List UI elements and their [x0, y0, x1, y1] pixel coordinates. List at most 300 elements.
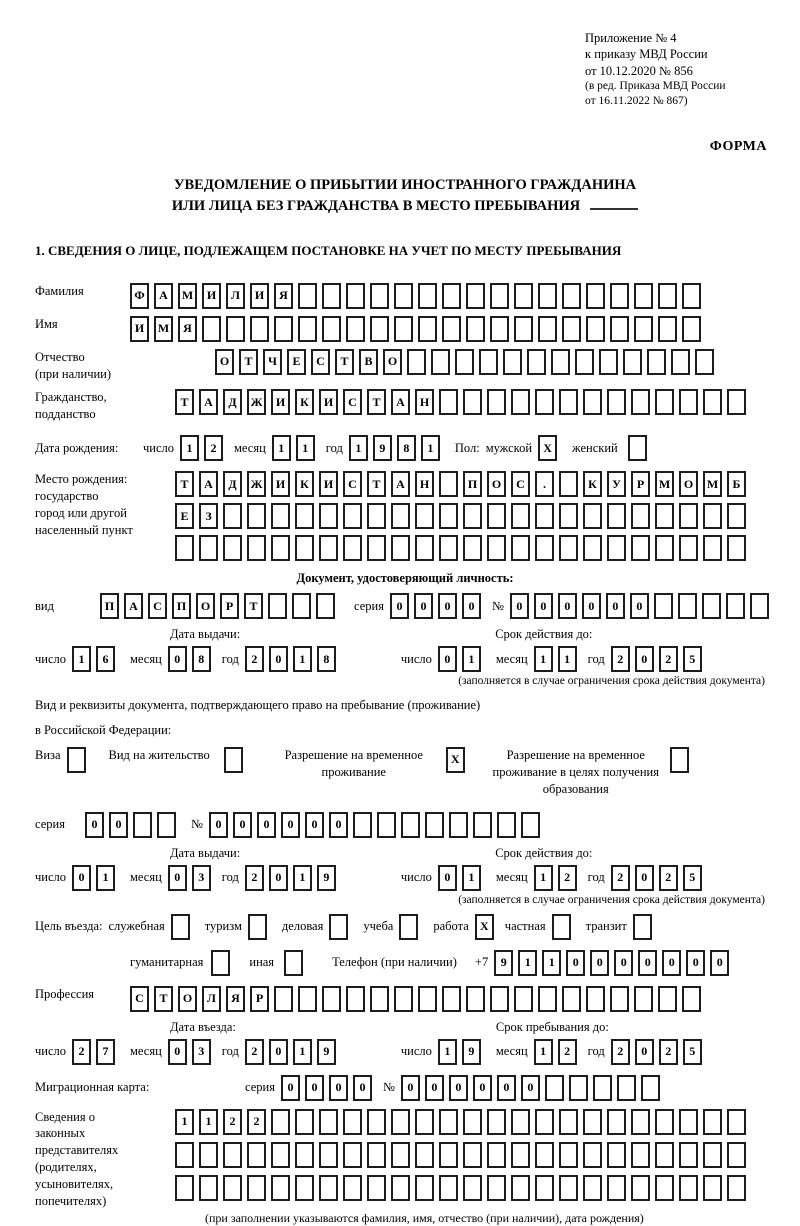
char-cell[interactable]: .: [535, 471, 554, 497]
char-cell[interactable]: [353, 812, 372, 838]
char-cell[interactable]: И: [130, 316, 149, 342]
char-cell[interactable]: М: [655, 471, 674, 497]
char-cell[interactable]: [463, 1109, 482, 1135]
char-cell[interactable]: [511, 389, 530, 415]
char-cell[interactable]: И: [271, 389, 290, 415]
char-cell[interactable]: [439, 535, 458, 561]
char-cell[interactable]: С: [130, 986, 149, 1012]
char-cell[interactable]: [607, 535, 626, 561]
char-cell[interactable]: [268, 593, 287, 619]
char-cell[interactable]: 0: [390, 593, 409, 619]
char-cell[interactable]: [367, 535, 386, 561]
char-cell[interactable]: 0: [168, 646, 187, 672]
char-cell[interactable]: [343, 1175, 362, 1201]
char-cell[interactable]: [511, 1142, 530, 1168]
char-cell[interactable]: [322, 283, 341, 309]
char-cell[interactable]: Т: [367, 389, 386, 415]
char-cell[interactable]: [552, 914, 571, 940]
char-cell[interactable]: [274, 986, 293, 1012]
char-cell[interactable]: 0: [449, 1075, 468, 1101]
char-cell[interactable]: [655, 535, 674, 561]
char-cell[interactable]: [538, 986, 557, 1012]
char-cell[interactable]: [247, 535, 266, 561]
char-cell[interactable]: [442, 986, 461, 1012]
char-cell[interactable]: [319, 1175, 338, 1201]
char-cell[interactable]: [346, 316, 365, 342]
char-cell[interactable]: [223, 503, 242, 529]
char-cell[interactable]: 2: [72, 1039, 91, 1065]
char-cell[interactable]: [634, 986, 653, 1012]
char-cell[interactable]: [271, 535, 290, 561]
char-cell[interactable]: [250, 316, 269, 342]
char-cell[interactable]: [391, 1142, 410, 1168]
char-cell[interactable]: [295, 1175, 314, 1201]
char-cell[interactable]: 0: [438, 593, 457, 619]
char-cell[interactable]: П: [463, 471, 482, 497]
char-cell[interactable]: [538, 283, 557, 309]
char-cell[interactable]: [394, 986, 413, 1012]
char-cell[interactable]: 0: [257, 812, 276, 838]
char-cell[interactable]: 0: [85, 812, 104, 838]
char-cell[interactable]: [559, 535, 578, 561]
char-cell[interactable]: [514, 283, 533, 309]
char-cell[interactable]: [559, 389, 578, 415]
char-cell[interactable]: [394, 316, 413, 342]
char-cell[interactable]: А: [391, 471, 410, 497]
char-cell[interactable]: Д: [223, 389, 242, 415]
char-cell[interactable]: [634, 283, 653, 309]
char-cell[interactable]: [295, 535, 314, 561]
char-cell[interactable]: В: [359, 349, 378, 375]
char-cell[interactable]: [679, 1109, 698, 1135]
char-cell[interactable]: 1: [534, 865, 553, 891]
char-cell[interactable]: И: [202, 283, 221, 309]
char-cell[interactable]: [175, 1175, 194, 1201]
char-cell[interactable]: И: [271, 471, 290, 497]
char-cell[interactable]: О: [679, 471, 698, 497]
char-cell[interactable]: [487, 1142, 506, 1168]
char-cell[interactable]: Д: [223, 471, 242, 497]
char-cell[interactable]: [407, 349, 426, 375]
char-cell[interactable]: 1: [462, 646, 481, 672]
char-cell[interactable]: Ж: [247, 471, 266, 497]
char-cell[interactable]: С: [343, 389, 362, 415]
char-cell[interactable]: Н: [415, 471, 434, 497]
char-cell[interactable]: [583, 389, 602, 415]
char-cell[interactable]: 9: [373, 435, 392, 461]
char-cell[interactable]: 0: [606, 593, 625, 619]
char-cell[interactable]: [497, 812, 516, 838]
char-cell[interactable]: [439, 389, 458, 415]
char-cell[interactable]: 0: [566, 950, 585, 976]
char-cell[interactable]: 0: [209, 812, 228, 838]
char-cell[interactable]: П: [100, 593, 119, 619]
char-cell[interactable]: X: [538, 435, 557, 461]
char-cell[interactable]: 0: [462, 593, 481, 619]
char-cell[interactable]: 1: [272, 435, 291, 461]
char-cell[interactable]: 0: [329, 812, 348, 838]
char-cell[interactable]: [521, 812, 540, 838]
char-cell[interactable]: [654, 593, 673, 619]
char-cell[interactable]: [634, 316, 653, 342]
char-cell[interactable]: [623, 349, 642, 375]
char-cell[interactable]: Т: [175, 471, 194, 497]
char-cell[interactable]: [202, 316, 221, 342]
char-cell[interactable]: О: [383, 349, 402, 375]
char-cell[interactable]: 0: [614, 950, 633, 976]
char-cell[interactable]: [199, 1142, 218, 1168]
char-cell[interactable]: [559, 1175, 578, 1201]
char-cell[interactable]: [583, 1109, 602, 1135]
char-cell[interactable]: О: [487, 471, 506, 497]
char-cell[interactable]: [211, 950, 230, 976]
char-cell[interactable]: [418, 283, 437, 309]
char-cell[interactable]: [367, 1109, 386, 1135]
char-cell[interactable]: [702, 593, 721, 619]
char-cell[interactable]: 0: [305, 1075, 324, 1101]
char-cell[interactable]: Ж: [247, 389, 266, 415]
char-cell[interactable]: [329, 914, 348, 940]
char-cell[interactable]: [431, 349, 450, 375]
char-cell[interactable]: 0: [635, 865, 654, 891]
char-cell[interactable]: [607, 503, 626, 529]
char-cell[interactable]: [487, 535, 506, 561]
char-cell[interactable]: [133, 812, 152, 838]
char-cell[interactable]: [415, 535, 434, 561]
char-cell[interactable]: [322, 986, 341, 1012]
char-cell[interactable]: [607, 389, 626, 415]
char-cell[interactable]: [319, 503, 338, 529]
char-cell[interactable]: [298, 283, 317, 309]
char-cell[interactable]: 1: [175, 1109, 194, 1135]
char-cell[interactable]: 0: [534, 593, 553, 619]
char-cell[interactable]: [726, 593, 745, 619]
char-cell[interactable]: Я: [178, 316, 197, 342]
char-cell[interactable]: 0: [630, 593, 649, 619]
char-cell[interactable]: 2: [659, 1039, 678, 1065]
char-cell[interactable]: [514, 986, 533, 1012]
char-cell[interactable]: [316, 593, 335, 619]
char-cell[interactable]: [631, 1175, 650, 1201]
char-cell[interactable]: [586, 283, 605, 309]
char-cell[interactable]: 0: [710, 950, 729, 976]
char-cell[interactable]: 9: [317, 1039, 336, 1065]
char-cell[interactable]: [610, 986, 629, 1012]
char-cell[interactable]: [514, 316, 533, 342]
char-cell[interactable]: [631, 503, 650, 529]
char-cell[interactable]: [455, 349, 474, 375]
char-cell[interactable]: 1: [293, 865, 312, 891]
char-cell[interactable]: [175, 535, 194, 561]
char-cell[interactable]: 0: [438, 865, 457, 891]
char-cell[interactable]: [319, 1109, 338, 1135]
char-cell[interactable]: Я: [226, 986, 245, 1012]
char-cell[interactable]: [569, 1075, 588, 1101]
char-cell[interactable]: [703, 1142, 722, 1168]
char-cell[interactable]: [439, 1142, 458, 1168]
char-cell[interactable]: [401, 812, 420, 838]
char-cell[interactable]: 0: [414, 593, 433, 619]
char-cell[interactable]: [655, 1109, 674, 1135]
char-cell[interactable]: [295, 503, 314, 529]
char-cell[interactable]: 1: [542, 950, 561, 976]
char-cell[interactable]: [631, 1142, 650, 1168]
char-cell[interactable]: [466, 283, 485, 309]
char-cell[interactable]: [682, 316, 701, 342]
char-cell[interactable]: [223, 1142, 242, 1168]
char-cell[interactable]: 0: [281, 1075, 300, 1101]
char-cell[interactable]: [586, 316, 605, 342]
char-cell[interactable]: 3: [192, 1039, 211, 1065]
char-cell[interactable]: [727, 535, 746, 561]
char-cell[interactable]: 0: [425, 1075, 444, 1101]
char-cell[interactable]: [157, 812, 176, 838]
char-cell[interactable]: 5: [683, 865, 702, 891]
char-cell[interactable]: [671, 349, 690, 375]
char-cell[interactable]: 0: [329, 1075, 348, 1101]
char-cell[interactable]: [682, 986, 701, 1012]
char-cell[interactable]: [298, 986, 317, 1012]
char-cell[interactable]: К: [295, 471, 314, 497]
char-cell[interactable]: [466, 986, 485, 1012]
char-cell[interactable]: 1: [534, 646, 553, 672]
char-cell[interactable]: 0: [662, 950, 681, 976]
char-cell[interactable]: 2: [245, 646, 264, 672]
char-cell[interactable]: [727, 1109, 746, 1135]
char-cell[interactable]: [343, 1109, 362, 1135]
char-cell[interactable]: 8: [192, 646, 211, 672]
char-cell[interactable]: 0: [168, 1039, 187, 1065]
char-cell[interactable]: 0: [438, 646, 457, 672]
char-cell[interactable]: 2: [204, 435, 223, 461]
char-cell[interactable]: [583, 1142, 602, 1168]
char-cell[interactable]: С: [311, 349, 330, 375]
char-cell[interactable]: [415, 1175, 434, 1201]
char-cell[interactable]: 0: [269, 646, 288, 672]
char-cell[interactable]: [223, 1175, 242, 1201]
char-cell[interactable]: [67, 747, 86, 773]
char-cell[interactable]: Р: [631, 471, 650, 497]
char-cell[interactable]: И: [319, 471, 338, 497]
char-cell[interactable]: [679, 1142, 698, 1168]
char-cell[interactable]: [224, 747, 243, 773]
char-cell[interactable]: [391, 503, 410, 529]
char-cell[interactable]: [511, 535, 530, 561]
char-cell[interactable]: 1: [534, 1039, 553, 1065]
char-cell[interactable]: [607, 1142, 626, 1168]
char-cell[interactable]: [535, 1175, 554, 1201]
char-cell[interactable]: 2: [223, 1109, 242, 1135]
char-cell[interactable]: [535, 389, 554, 415]
char-cell[interactable]: [695, 349, 714, 375]
char-cell[interactable]: 0: [510, 593, 529, 619]
char-cell[interactable]: [727, 389, 746, 415]
char-cell[interactable]: О: [178, 986, 197, 1012]
char-cell[interactable]: О: [196, 593, 215, 619]
char-cell[interactable]: [703, 503, 722, 529]
char-cell[interactable]: [487, 1175, 506, 1201]
char-cell[interactable]: [473, 812, 492, 838]
char-cell[interactable]: [490, 986, 509, 1012]
char-cell[interactable]: [617, 1075, 636, 1101]
char-cell[interactable]: 0: [473, 1075, 492, 1101]
char-cell[interactable]: 1: [421, 435, 440, 461]
char-cell[interactable]: О: [215, 349, 234, 375]
char-cell[interactable]: [678, 593, 697, 619]
char-cell[interactable]: [346, 986, 365, 1012]
char-cell[interactable]: 3: [192, 865, 211, 891]
char-cell[interactable]: [551, 349, 570, 375]
char-cell[interactable]: [248, 914, 267, 940]
char-cell[interactable]: [463, 1175, 482, 1201]
char-cell[interactable]: [319, 535, 338, 561]
char-cell[interactable]: 0: [269, 865, 288, 891]
char-cell[interactable]: [487, 503, 506, 529]
char-cell[interactable]: 2: [558, 1039, 577, 1065]
char-cell[interactable]: [442, 283, 461, 309]
char-cell[interactable]: Р: [220, 593, 239, 619]
char-cell[interactable]: [655, 1142, 674, 1168]
char-cell[interactable]: З: [199, 503, 218, 529]
char-cell[interactable]: Т: [335, 349, 354, 375]
char-cell[interactable]: [284, 950, 303, 976]
char-cell[interactable]: 0: [635, 646, 654, 672]
char-cell[interactable]: 0: [168, 865, 187, 891]
char-cell[interactable]: Т: [175, 389, 194, 415]
char-cell[interactable]: [682, 283, 701, 309]
char-cell[interactable]: [223, 535, 242, 561]
char-cell[interactable]: [271, 1142, 290, 1168]
char-cell[interactable]: [370, 316, 389, 342]
char-cell[interactable]: 2: [247, 1109, 266, 1135]
char-cell[interactable]: [631, 1109, 650, 1135]
char-cell[interactable]: [538, 316, 557, 342]
char-cell[interactable]: 1: [518, 950, 537, 976]
char-cell[interactable]: [343, 1142, 362, 1168]
char-cell[interactable]: [575, 349, 594, 375]
char-cell[interactable]: [226, 316, 245, 342]
char-cell[interactable]: [679, 1175, 698, 1201]
char-cell[interactable]: [271, 1175, 290, 1201]
char-cell[interactable]: [631, 389, 650, 415]
char-cell[interactable]: [562, 283, 581, 309]
char-cell[interactable]: [583, 535, 602, 561]
char-cell[interactable]: 5: [683, 1039, 702, 1065]
char-cell[interactable]: [655, 389, 674, 415]
char-cell[interactable]: [346, 283, 365, 309]
char-cell[interactable]: 0: [558, 593, 577, 619]
char-cell[interactable]: 0: [353, 1075, 372, 1101]
char-cell[interactable]: 5: [683, 646, 702, 672]
char-cell[interactable]: [343, 535, 362, 561]
char-cell[interactable]: [658, 986, 677, 1012]
char-cell[interactable]: К: [295, 389, 314, 415]
char-cell[interactable]: 2: [245, 1039, 264, 1065]
char-cell[interactable]: [703, 389, 722, 415]
char-cell[interactable]: [535, 1142, 554, 1168]
char-cell[interactable]: Я: [274, 283, 293, 309]
char-cell[interactable]: 1: [72, 646, 91, 672]
char-cell[interactable]: [727, 1142, 746, 1168]
char-cell[interactable]: [658, 316, 677, 342]
char-cell[interactable]: [175, 1142, 194, 1168]
char-cell[interactable]: 0: [635, 1039, 654, 1065]
char-cell[interactable]: Б: [727, 471, 746, 497]
char-cell[interactable]: 2: [558, 865, 577, 891]
char-cell[interactable]: 1: [558, 646, 577, 672]
char-cell[interactable]: Ч: [263, 349, 282, 375]
char-cell[interactable]: [679, 389, 698, 415]
char-cell[interactable]: 0: [269, 1039, 288, 1065]
char-cell[interactable]: 1: [462, 865, 481, 891]
char-cell[interactable]: [391, 1109, 410, 1135]
char-cell[interactable]: [463, 389, 482, 415]
char-cell[interactable]: [511, 503, 530, 529]
char-cell[interactable]: [727, 1175, 746, 1201]
char-cell[interactable]: [479, 349, 498, 375]
char-cell[interactable]: [439, 503, 458, 529]
char-cell[interactable]: 7: [96, 1039, 115, 1065]
char-cell[interactable]: 9: [494, 950, 513, 976]
char-cell[interactable]: [562, 316, 581, 342]
char-cell[interactable]: [418, 316, 437, 342]
char-cell[interactable]: [425, 812, 444, 838]
char-cell[interactable]: [418, 986, 437, 1012]
char-cell[interactable]: [370, 283, 389, 309]
char-cell[interactable]: [271, 503, 290, 529]
char-cell[interactable]: [503, 349, 522, 375]
char-cell[interactable]: [292, 593, 311, 619]
char-cell[interactable]: [487, 389, 506, 415]
char-cell[interactable]: [545, 1075, 564, 1101]
char-cell[interactable]: 8: [317, 646, 336, 672]
char-cell[interactable]: 0: [401, 1075, 420, 1101]
char-cell[interactable]: С: [511, 471, 530, 497]
char-cell[interactable]: Т: [367, 471, 386, 497]
char-cell[interactable]: 2: [245, 865, 264, 891]
char-cell[interactable]: Р: [250, 986, 269, 1012]
char-cell[interactable]: Ф: [130, 283, 149, 309]
char-cell[interactable]: [399, 914, 418, 940]
char-cell[interactable]: 9: [462, 1039, 481, 1065]
char-cell[interactable]: [703, 1175, 722, 1201]
char-cell[interactable]: [367, 503, 386, 529]
char-cell[interactable]: [295, 1142, 314, 1168]
char-cell[interactable]: [658, 283, 677, 309]
char-cell[interactable]: [367, 1142, 386, 1168]
char-cell[interactable]: [487, 1109, 506, 1135]
char-cell[interactable]: [562, 986, 581, 1012]
char-cell[interactable]: С: [343, 471, 362, 497]
char-cell[interactable]: 0: [72, 865, 91, 891]
char-cell[interactable]: [449, 812, 468, 838]
char-cell[interactable]: М: [178, 283, 197, 309]
char-cell[interactable]: [586, 986, 605, 1012]
char-cell[interactable]: [633, 914, 652, 940]
char-cell[interactable]: 1: [293, 646, 312, 672]
char-cell[interactable]: 0: [521, 1075, 540, 1101]
char-cell[interactable]: Т: [154, 986, 173, 1012]
char-cell[interactable]: [511, 1109, 530, 1135]
char-cell[interactable]: [527, 349, 546, 375]
char-cell[interactable]: [679, 503, 698, 529]
char-cell[interactable]: [463, 503, 482, 529]
char-cell[interactable]: [295, 1109, 314, 1135]
char-cell[interactable]: [391, 1175, 410, 1201]
char-cell[interactable]: 2: [611, 646, 630, 672]
char-cell[interactable]: 2: [659, 865, 678, 891]
char-cell[interactable]: 0: [590, 950, 609, 976]
